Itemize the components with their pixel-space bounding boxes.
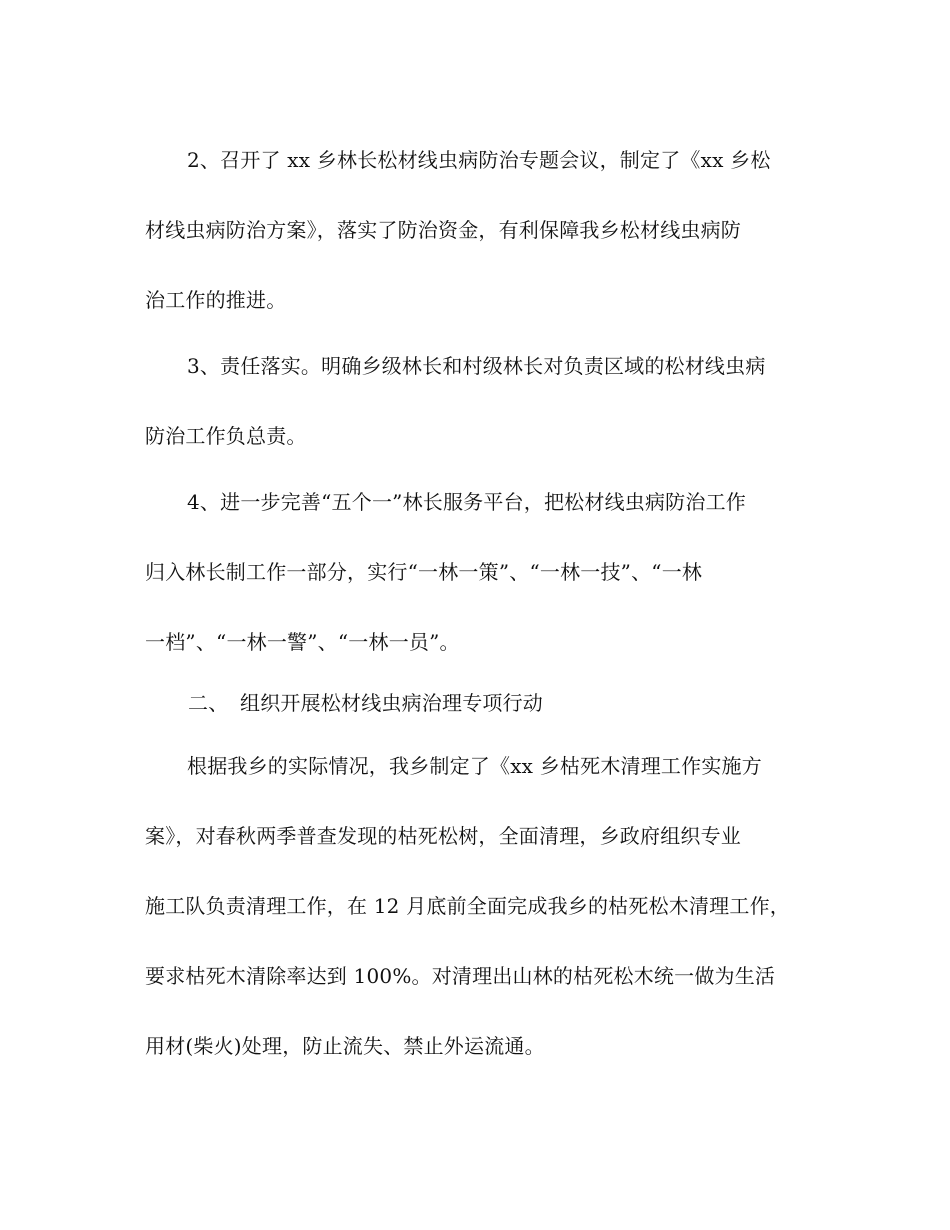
paragraph-5-line-1: 根据我乡的实际情况，我乡制定了《xx 乡枯死木清理工作实施方 (187, 754, 762, 778)
paragraph-4-line-1: 4、进一步完善“五个一”林长服务平台，把松材线虫病防治工作 (187, 490, 746, 514)
paragraph-3-line-1: 3、责任落实。明确乡级林长和村级林长对负责区域的松材线虫病 (187, 354, 766, 378)
paragraph-5-line-4: 要求枯死木清除率达到 100%。对清理出山林的枯死松木统一做为生活 (145, 964, 776, 988)
section-heading-number: 二、 (188, 691, 229, 715)
paragraph-2-line-3: 治工作的推进。 (145, 288, 287, 312)
paragraph-3-line-2: 防治工作负总责。 (145, 424, 307, 448)
paragraph-4-line-3: 一档”、“一林一警”、“一林一员”。 (145, 630, 460, 654)
paragraph-5-line-2: 案》，对春秋两季普查发现的枯死松树，全面清理，乡政府组织专业 (145, 824, 741, 848)
paragraph-4-line-2: 归入林长制工作一部分，实行“一林一策”、“一林一技”、“一林 (145, 560, 703, 584)
paragraph-5-line-3: 施工队负责清理工作，在 12 月底前全面完成我乡的枯死松木清理工作， (145, 894, 790, 918)
paragraph-2-line-2: 材线虫病防治方案》，落实了防治资金，有利保障我乡松材线虫病防 (145, 218, 741, 242)
paragraph-5-line-5: 用材(柴火)处理，防止流失、禁止外运流通。 (145, 1034, 545, 1058)
section-heading-title: 组织开展松材线虫病治理专项行动 (240, 691, 543, 715)
paragraph-2-line-1: 2、召开了 xx 乡林长松材线虫病防治专题会议，制定了《xx 乡松 (187, 148, 771, 172)
